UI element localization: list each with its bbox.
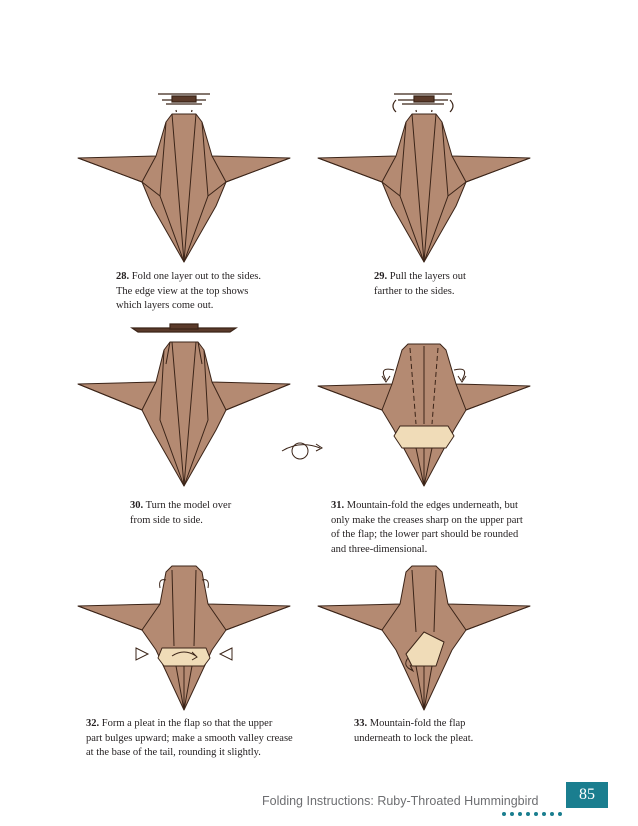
step-32-text: [86, 717, 293, 761]
step-line: The edge view at the top shows: [116, 285, 249, 297]
step-29-diagram: [316, 86, 536, 266]
step-line: at the base of the tail, rounding it slightly.: [86, 747, 261, 758]
page-number: 85: [566, 782, 608, 808]
decorative-dots: [502, 803, 566, 821]
step-line: and three-dimensional.: [331, 543, 428, 555]
model-33: [318, 566, 530, 710]
step-line: which layers come out.: [116, 300, 214, 311]
step-number: 29.: [374, 271, 388, 282]
step-33-text: [354, 717, 473, 746]
step-line: only make the creases sharp on the upper part: [331, 514, 523, 526]
step-29-text: [374, 270, 466, 299]
model-28: [78, 114, 290, 262]
step-number: 31.: [331, 500, 345, 511]
step-line: Mountain-fold the flap: [369, 718, 466, 729]
step-line: Pull the layers out: [389, 271, 466, 282]
step-28-diagram: [76, 86, 296, 266]
step-line: from side to side.: [130, 514, 203, 526]
step-30-diagram: [76, 320, 296, 490]
step-33-diagram: [316, 562, 536, 712]
step-number: 30.: [130, 500, 144, 511]
step-31-text: [331, 499, 523, 557]
model-32: [78, 566, 290, 710]
step-line: Turn the model over: [145, 500, 232, 511]
step-line: Fold one layer out to the sides.: [131, 271, 261, 282]
step-number: 28.: [116, 271, 130, 282]
model-31: [318, 344, 530, 486]
edge-view-30: [132, 324, 236, 332]
step-number: 33.: [354, 718, 368, 729]
step-line: underneath to lock the pleat.: [354, 732, 474, 744]
step-line: Form a pleat in the flap so that the upper: [101, 718, 273, 729]
step-28-text: [116, 270, 261, 314]
step-line: Mountain-fold the edges underneath, but: [346, 500, 518, 511]
step-32-diagram: [76, 562, 296, 712]
model-30: [78, 342, 290, 486]
step-line: farther to the sides.: [374, 285, 455, 297]
step-line: of the flap; the lower part should be rounded: [331, 529, 519, 540]
running-title: Folding Instructions: Ruby-Throated Hummingbird: [262, 794, 539, 808]
step-number: 32.: [86, 718, 100, 729]
step-30-text: [130, 499, 231, 528]
step-line: part bulges upward; make a smooth valley crease: [86, 732, 293, 744]
model-29: [318, 114, 530, 262]
step-31-diagram: [316, 340, 536, 490]
